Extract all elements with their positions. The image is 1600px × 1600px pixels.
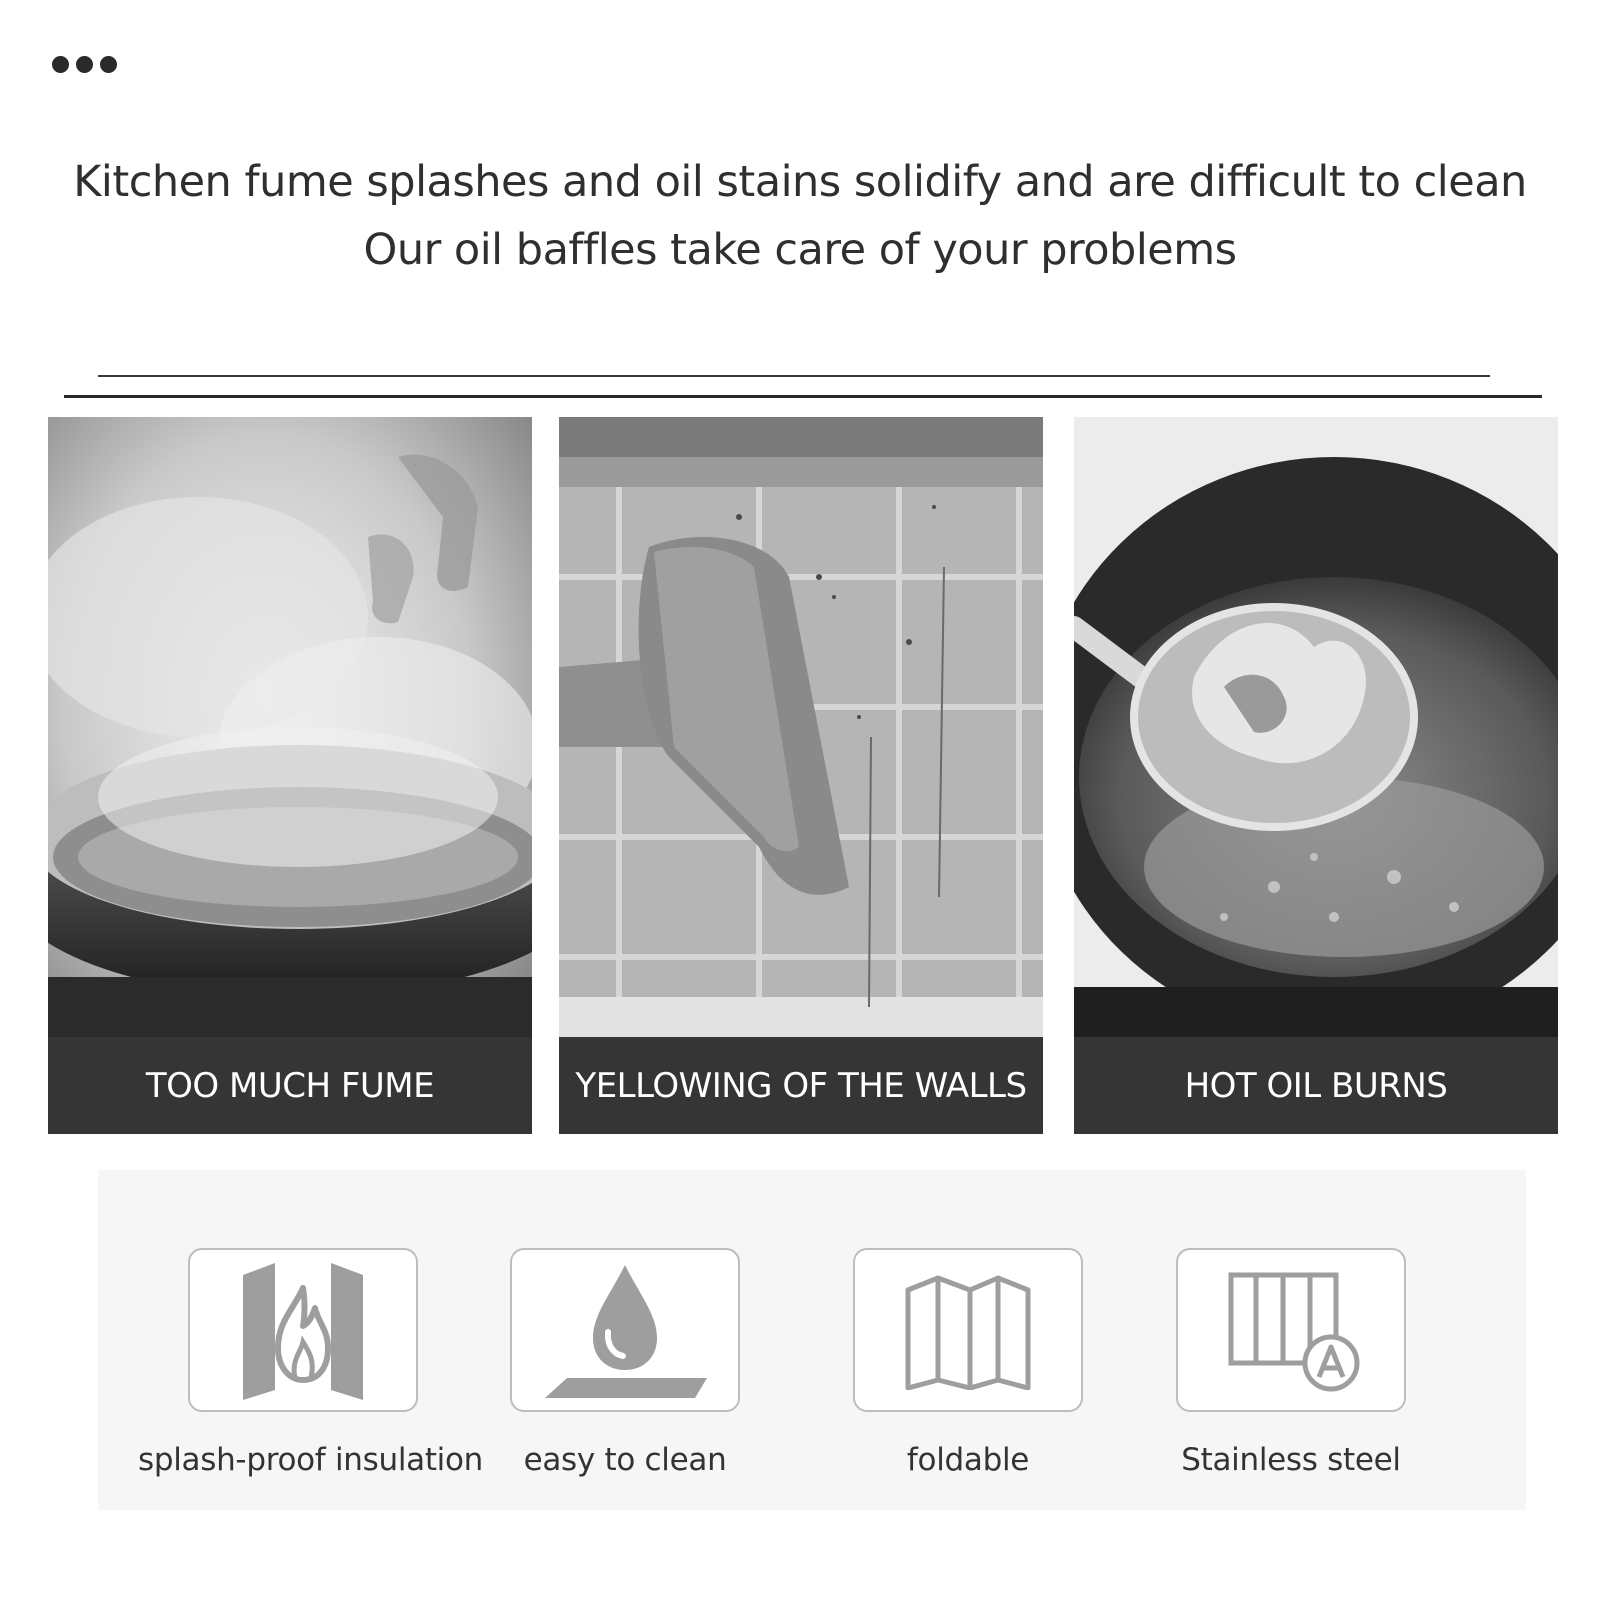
panel-too-much-fume (48, 417, 532, 1134)
dot (52, 56, 69, 73)
feature-icon-box (853, 1248, 1083, 1412)
caption-yellowing-walls: YELLOWING OF THE WALLS (559, 1037, 1043, 1134)
more-options-icon[interactable] (52, 56, 117, 73)
dot (76, 56, 93, 73)
caption-hot-oil-burns: HOT OIL BURNS (1074, 1037, 1558, 1134)
panel-hot-oil-burns (1074, 417, 1558, 1134)
panel-yellowing-walls (559, 417, 1043, 1134)
caption-too-much-fume: TOO MUCH FUME (48, 1037, 532, 1134)
divider-thick (64, 395, 1542, 398)
stained-tile-wall-photo (559, 417, 1043, 1037)
problem-panels (48, 417, 1558, 1134)
smoking-pan-photo (48, 417, 532, 1037)
feature-label: Stainless steel (1181, 1442, 1401, 1478)
fire-shield-icon (223, 1260, 383, 1400)
steel-panel-icon (1216, 1265, 1366, 1395)
feature-easy-clean (460, 1248, 790, 1478)
feature-icon-box (510, 1248, 740, 1412)
feature-icon-box (1176, 1248, 1406, 1412)
divider-thin (98, 375, 1490, 377)
feature-label: easy to clean (523, 1442, 727, 1478)
feature-label: splash-proof insulation (138, 1442, 484, 1478)
water-drop-icon (535, 1260, 715, 1400)
headline-line-1: Kitchen fume splashes and oil stains solidify and are difficult to clean (73, 157, 1527, 207)
folding-panel-icon (898, 1270, 1038, 1390)
feature-strip (98, 1170, 1526, 1510)
feature-label: foldable (906, 1442, 1030, 1478)
headline (0, 148, 1600, 284)
feature-foldable (803, 1248, 1133, 1478)
dot (100, 56, 117, 73)
feature-splash-proof (138, 1248, 484, 1478)
frying-pot-photo (1074, 417, 1558, 1037)
feature-stainless-steel (1126, 1248, 1456, 1478)
headline-line-2: Our oil baffles take care of your problems (363, 225, 1237, 275)
feature-icon-box (188, 1248, 418, 1412)
